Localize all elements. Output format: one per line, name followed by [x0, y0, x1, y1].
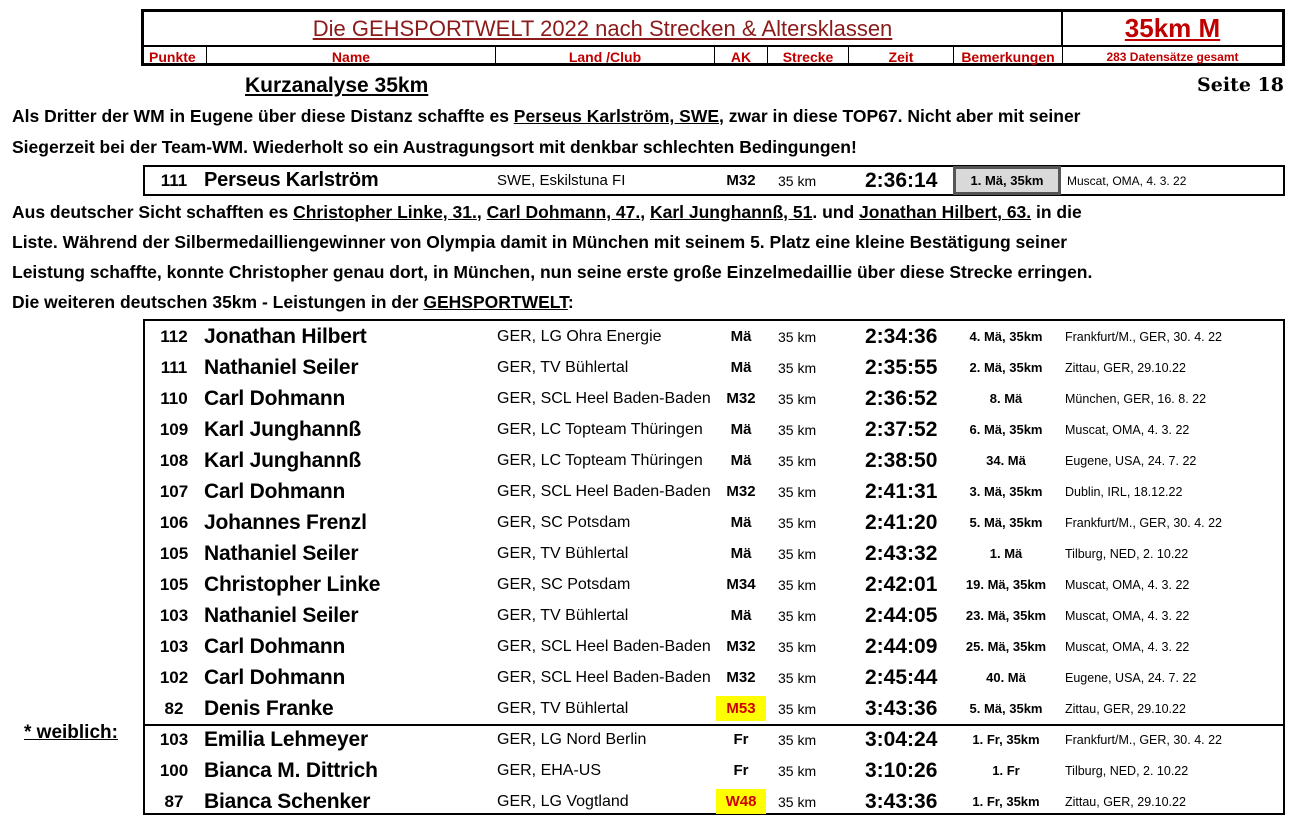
- club-cell: GER, SCL Heel Baden-Baden: [497, 637, 711, 655]
- age-class-cell: W48: [716, 789, 766, 814]
- athlete-highlight: Jonathan Hilbert, 63.: [859, 202, 1032, 222]
- club-cell: GER, TV Bühlertal: [497, 606, 629, 624]
- women-section: [145, 724, 1283, 817]
- venue-cell: Frankfurt/M., GER, 30. 4. 22: [1065, 732, 1223, 747]
- col-header-points: Punkte: [144, 47, 207, 66]
- table-row: [145, 507, 1283, 538]
- analysis-line-3: Leistung schaffte, konnte Christopher genau dort, in München, nun seine erste große Einzelmedaillie über diese Strecke erringen.: [12, 262, 1093, 282]
- record-count: 283 Datensätze gesamt: [1106, 49, 1239, 64]
- club-cell: GER, LG Vogtland: [497, 792, 629, 810]
- remark-cell: 25. Mä, 35km: [965, 639, 1047, 654]
- table-row: [145, 569, 1283, 600]
- results-rows: [145, 321, 1283, 724]
- remark-cell: 5. Mä, 35km: [969, 515, 1043, 530]
- table-row: [145, 600, 1283, 631]
- points-cell: 102: [159, 667, 189, 687]
- analysis-text: Die weiteren deutschen 35km - Leistungen in der: [12, 292, 424, 312]
- club-cell: SWE, Eskilstuna FI: [497, 172, 626, 189]
- venue-cell: Eugene, USA, 24. 7. 22: [1065, 670, 1197, 685]
- distance-cell: 35 km: [778, 576, 817, 593]
- points-cell: 103: [159, 605, 189, 625]
- name-cell: Karl Junghannß: [204, 417, 362, 441]
- time-cell: 2:34:36: [865, 324, 938, 348]
- name-cell: Jonathan Hilbert: [204, 324, 367, 348]
- venue-cell: Frankfurt/M., GER, 30. 4. 22: [1065, 515, 1223, 530]
- time-cell: 3:43:36: [865, 789, 938, 813]
- category-label: 35km M: [1063, 12, 1282, 47]
- distance-cell: 35 km: [778, 762, 817, 779]
- age-class-cell: Mä: [730, 514, 752, 531]
- name-cell: Carl Dohmann: [204, 479, 346, 503]
- results-table: [143, 319, 1285, 815]
- time-cell: 2:36:14: [865, 168, 938, 192]
- remark-cell: 1. Fr, 35km: [972, 732, 1040, 747]
- report-title: Die GEHSPORTWELT 2022 nach Strecken & Altersklassen: [144, 12, 1063, 47]
- points-cell: 112: [160, 326, 188, 346]
- venue-cell: Eugene, USA, 24. 7. 22: [1065, 453, 1197, 468]
- name-cell: Nathaniel Seiler: [204, 541, 359, 565]
- distance-cell: 35 km: [778, 483, 817, 500]
- points-cell: 103: [159, 636, 189, 656]
- points-cell: 111: [160, 357, 188, 377]
- venue-cell: Frankfurt/M., GER, 30. 4. 22: [1065, 329, 1223, 344]
- age-class-cell: M32: [726, 172, 756, 189]
- table-row: [145, 786, 1283, 817]
- age-class-cell: M53: [716, 696, 766, 721]
- athlete-highlight: Karl Junghannß, 51: [649, 202, 813, 222]
- table-row: [145, 724, 1283, 755]
- analysis-text: ,: [476, 202, 487, 222]
- age-class-cell: Mä: [730, 607, 752, 624]
- club-cell: GER, TV Bühlertal: [497, 358, 629, 376]
- col-header-ak: AK: [715, 47, 768, 66]
- page-number: Seite 18: [1197, 74, 1284, 96]
- time-cell: 2:38:50: [865, 448, 938, 472]
- analysis-text: ,: [640, 202, 650, 222]
- remark-cell: 34. Mä: [986, 453, 1026, 468]
- remark-cell: 8. Mä: [989, 391, 1023, 406]
- club-cell: GER, TV Bühlertal: [497, 544, 629, 562]
- club-cell: GER, LC Topteam Thüringen: [497, 420, 703, 438]
- table-row: [145, 352, 1283, 383]
- time-cell: 2:44:05: [865, 603, 938, 627]
- table-row: [145, 693, 1283, 724]
- age-class-cell: M32: [726, 483, 756, 500]
- name-cell: Bianca M. Dittrich: [204, 758, 378, 782]
- time-cell: 2:45:44: [865, 665, 938, 689]
- club-cell: GER, LC Topteam Thüringen: [497, 451, 703, 469]
- club-cell: GER, EHA-US: [497, 761, 602, 779]
- points-cell: 100: [159, 760, 189, 780]
- time-cell: 2:43:32: [865, 541, 938, 565]
- points-cell: 111: [160, 170, 188, 190]
- club-cell: GER, SCL Heel Baden-Baden: [497, 389, 711, 407]
- points-cell: 110: [160, 388, 188, 408]
- time-cell: 3:10:26: [865, 758, 938, 782]
- remark-cell: 23. Mä, 35km: [965, 608, 1047, 623]
- table-row: [145, 538, 1283, 569]
- time-cell: 3:04:24: [865, 727, 938, 751]
- name-cell: Carl Dohmann: [204, 634, 346, 658]
- distance-cell: 35 km: [778, 793, 817, 810]
- points-cell: 109: [159, 419, 189, 439]
- col-header-time: Zeit: [849, 47, 954, 66]
- analysis-text: . und: [812, 202, 860, 222]
- points-cell: 82: [164, 698, 184, 718]
- analysis-line-2: Liste. Während der Silbermedailliengewinner von Olympia damit in München mit seinem 5. Platz eine kleine Bestätigung seiner: [12, 232, 1068, 252]
- name-cell: Nathaniel Seiler: [204, 355, 359, 379]
- age-class-cell: Mä: [730, 328, 752, 345]
- table-row: [145, 445, 1283, 476]
- points-cell: 105: [159, 543, 189, 563]
- col-header-remarks: Bemerkungen: [954, 47, 1063, 66]
- age-class-cell: Mä: [730, 359, 752, 376]
- remark-cell: 3. Mä, 35km: [969, 484, 1043, 499]
- age-class-cell: M32: [726, 669, 756, 686]
- remark-cell: 2. Mä, 35km: [969, 360, 1043, 375]
- table-row: [145, 383, 1283, 414]
- club-cell: GER, SCL Heel Baden-Baden: [497, 482, 711, 500]
- name-cell: Emilia Lehmeyer: [204, 727, 368, 751]
- remark-cell: 1. Mä, 35km: [953, 166, 1061, 195]
- table-row: [145, 165, 1283, 196]
- name-cell: Karl Junghannß: [204, 448, 362, 472]
- venue-cell: Tilburg, NED, 2. 10.22: [1065, 546, 1189, 561]
- intro-text: Als Dritter der WM in Eugene über diese Distanz schaffte es: [12, 106, 514, 126]
- analysis-text: :: [567, 292, 574, 312]
- venue-cell: Dublin, IRL, 18.12.22: [1065, 484, 1183, 499]
- athlete-highlight: Christopher Linke, 31.: [293, 202, 477, 222]
- club-cell: GER, LG Ohra Energie: [497, 327, 662, 345]
- distance-cell: 35 km: [778, 700, 817, 717]
- name-cell: Johannes Frenzl: [204, 510, 367, 534]
- remark-cell: 1. Mä: [989, 546, 1023, 561]
- time-cell: 2:42:01: [865, 572, 938, 596]
- distance-cell: 35 km: [778, 731, 817, 748]
- venue-cell: Muscat, OMA, 4. 3. 22: [1065, 577, 1190, 592]
- distance-cell: 35 km: [778, 328, 817, 345]
- analysis-line-4: [12, 287, 1287, 317]
- age-class-cell: M32: [726, 638, 756, 655]
- points-cell: 106: [159, 512, 189, 532]
- age-class-cell: M32: [726, 390, 756, 407]
- club-cell: GER, TV Bühlertal: [497, 699, 629, 717]
- col-header-name: Name: [207, 47, 496, 66]
- distance-cell: 35 km: [778, 390, 817, 407]
- col-header-distance: Strecke: [768, 47, 849, 66]
- points-cell: 107: [159, 481, 189, 501]
- venue-cell: Tilburg, NED, 2. 10.22: [1065, 763, 1189, 778]
- table-row: [145, 755, 1283, 786]
- time-cell: 3:43:36: [865, 696, 938, 720]
- name-cell: Denis Franke: [204, 696, 334, 720]
- featured-result: [143, 165, 1285, 196]
- club-cell: GER, LG Nord Berlin: [497, 730, 647, 748]
- table-row: [145, 631, 1283, 662]
- distance-cell: 35 km: [778, 359, 817, 376]
- club-cell: GER, SC Potsdam: [497, 513, 631, 531]
- venue-cell: Muscat, OMA, 4. 3. 22: [1067, 173, 1187, 188]
- women-rows: [145, 724, 1283, 817]
- remark-cell: 4. Mä, 35km: [969, 329, 1043, 344]
- women-section-label: * weiblich:: [24, 722, 118, 743]
- publication-highlight: GEHSPORTWELT: [423, 292, 568, 312]
- intro-athlete-highlight: Perseus Karlström, SWE: [513, 106, 720, 126]
- col-header-club: Land /Club: [496, 47, 715, 66]
- name-cell: Nathaniel Seiler: [204, 603, 359, 627]
- remark-cell: 19. Mä, 35km: [965, 577, 1047, 592]
- time-cell: 2:44:09: [865, 634, 938, 658]
- time-cell: 2:41:31: [865, 479, 938, 503]
- table-row: [145, 476, 1283, 507]
- venue-cell: Zittau, GER, 29.10.22: [1065, 794, 1186, 809]
- intro-line-1: [12, 101, 1287, 131]
- distance-cell: 35 km: [778, 421, 817, 438]
- time-cell: 2:41:20: [865, 510, 938, 534]
- name-cell: Perseus Karlström: [204, 169, 379, 191]
- distance-cell: 35 km: [778, 607, 817, 624]
- age-class-cell: Mä: [730, 421, 752, 438]
- venue-cell: Muscat, OMA, 4. 3. 22: [1065, 608, 1190, 623]
- distance-cell: 35 km: [778, 514, 817, 531]
- analysis-text: Aus deutscher Sicht schafften es: [12, 202, 294, 222]
- age-class-cell: Fr: [733, 731, 749, 748]
- points-cell: 108: [159, 450, 189, 470]
- remark-cell: 5. Mä, 35km: [969, 701, 1043, 716]
- intro-text: , zwar in diese TOP67. Nicht aber mit seiner: [719, 106, 1081, 126]
- venue-cell: Muscat, OMA, 4. 3. 22: [1065, 639, 1190, 654]
- distance-cell: 35 km: [778, 172, 817, 189]
- age-class-cell: Fr: [733, 762, 749, 779]
- name-cell: Carl Dohmann: [204, 665, 346, 689]
- points-cell: 105: [159, 574, 189, 594]
- report-header: [141, 9, 1285, 66]
- table-row: [145, 321, 1283, 352]
- name-cell: Christopher Linke: [204, 572, 381, 596]
- points-cell: 103: [159, 729, 189, 749]
- venue-cell: Zittau, GER, 29.10.22: [1065, 360, 1186, 375]
- remark-cell: 40. Mä: [986, 670, 1026, 685]
- remark-cell: 6. Mä, 35km: [969, 422, 1043, 437]
- distance-cell: 35 km: [778, 545, 817, 562]
- table-row: [145, 414, 1283, 445]
- venue-cell: Zittau, GER, 29.10.22: [1065, 701, 1186, 716]
- remark-cell: 1. Fr: [992, 763, 1020, 778]
- distance-cell: 35 km: [778, 669, 817, 686]
- table-row: [145, 662, 1283, 693]
- analysis-text: in die: [1031, 202, 1082, 222]
- venue-cell: München, GER, 16. 8. 22: [1065, 391, 1207, 406]
- age-class-cell: Mä: [730, 545, 752, 562]
- club-cell: GER, SCL Heel Baden-Baden: [497, 668, 711, 686]
- intro-line-2: Siegerzeit bei der Team-WM. Wiederholt so ein Austragungsort mit denkbar schlechten Bedingungen!: [12, 137, 857, 157]
- athlete-highlight: Carl Dohmann, 47.: [486, 202, 641, 222]
- remark-cell: 1. Fr, 35km: [972, 794, 1040, 809]
- column-headers: [144, 47, 1282, 66]
- club-cell: GER, SC Potsdam: [497, 575, 631, 593]
- distance-cell: 35 km: [778, 638, 817, 655]
- time-cell: 2:36:52: [865, 386, 938, 410]
- time-cell: 2:35:55: [865, 355, 938, 379]
- points-cell: 87: [164, 791, 184, 811]
- venue-cell: Muscat, OMA, 4. 3. 22: [1065, 422, 1190, 437]
- name-cell: Bianca Schenker: [204, 789, 371, 813]
- age-class-cell: Mä: [730, 452, 752, 469]
- distance-cell: 35 km: [778, 452, 817, 469]
- name-cell: Carl Dohmann: [204, 386, 346, 410]
- section-subtitle: Kurzanalyse 35km: [245, 74, 429, 97]
- age-class-cell: M34: [726, 576, 756, 593]
- time-cell: 2:37:52: [865, 417, 938, 441]
- analysis-line-1: [12, 197, 1287, 227]
